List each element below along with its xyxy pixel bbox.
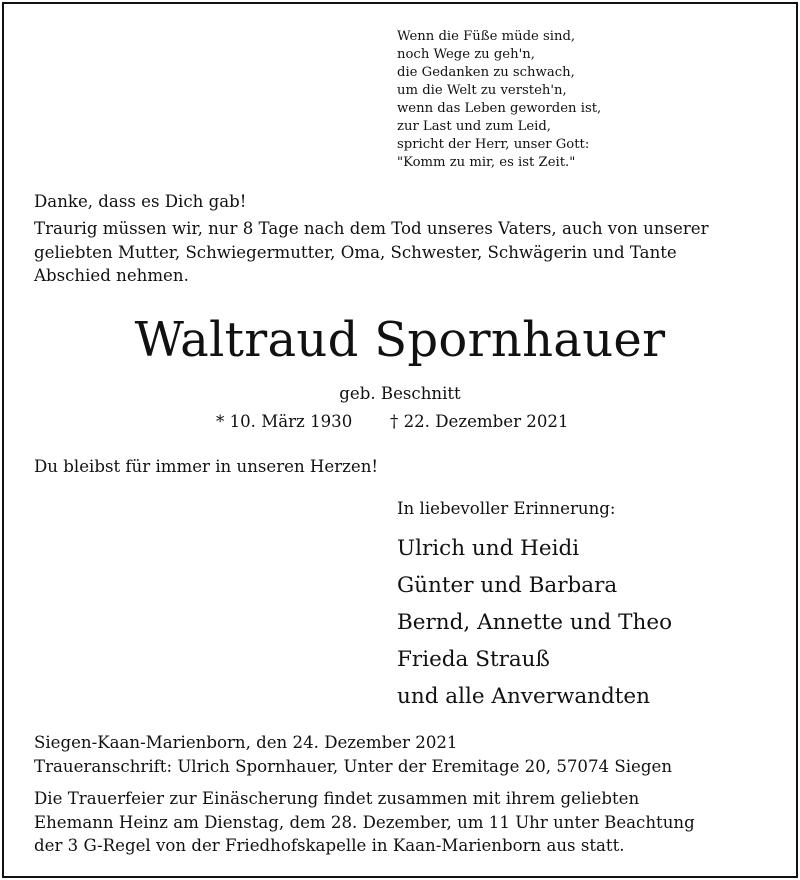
intro-line: Traurig müssen wir, nur 8 Tage nach dem Tod unseres Vaters, auch von unserer [34, 219, 709, 238]
intro-line: Abschied nehmen. [34, 266, 189, 285]
place-date: Siegen-Kaan-Marienborn, den 24. Dezember 2021 [34, 733, 458, 752]
poem-line: spricht der Herr, unser Gott: [397, 137, 590, 152]
poem-line: Wenn die Füße müde sind, [397, 29, 576, 44]
family-member: Bernd, Annette und Theo [397, 610, 673, 635]
service-line: Die Trauerfeier zur Einäscherung findet zusammen mit ihrem geliebten [34, 789, 640, 808]
poem [397, 28, 601, 172]
maiden-name: geb. Beschnitt [339, 384, 461, 403]
service-line: der 3 G-Regel von der Friedhofskapelle in Kaan-Marienborn aus statt. [34, 836, 625, 855]
thanks-line: Danke, dass es Dich gab! [34, 192, 247, 211]
poem-line: die Gedanken zu schwach, [397, 65, 575, 80]
memory-label: In liebevoller Erinnerung: [397, 499, 616, 518]
heart-line: Du bleibst für immer in unseren Herzen! [34, 457, 379, 476]
family-member: Ulrich und Heidi [397, 536, 580, 561]
intro-paragraph [34, 217, 774, 288]
death-date: † 22. Dezember 2021 [390, 412, 569, 431]
service-line: Ehemann Heinz am Dienstag, dem 28. Dezember, um 11 Uhr unter Beachtung [34, 812, 695, 832]
poem-line: wenn das Leben geworden ist, [397, 101, 602, 116]
family-member: Günter und Barbara [397, 573, 618, 598]
poem-line: zur Last und zum Leid, [397, 119, 551, 134]
family-member: Frieda Strauß [397, 647, 550, 672]
poem-line: "Komm zu mir, es ist Zeit." [397, 155, 576, 170]
family-list [397, 530, 672, 715]
service-paragraph [34, 787, 695, 858]
intro-line: geliebten Mutter, Schwiegermutter, Oma, Schwester, Schwägerin und Tante [34, 242, 677, 262]
family-member: und alle Anverwandten [397, 684, 650, 709]
mourning-address: Traueranschrift: Ulrich Spornhauer, Unter der Eremitage 20, 57074 Siegen [34, 756, 673, 776]
place-block [34, 731, 672, 778]
poem-line: noch Wege zu geh'n, [397, 47, 535, 62]
deceased-name: Waltraud Spornhauer [134, 312, 666, 368]
poem-line: um die Welt zu versteh'n, [397, 83, 567, 98]
birth-date: * 10. März 1930 [216, 412, 353, 431]
